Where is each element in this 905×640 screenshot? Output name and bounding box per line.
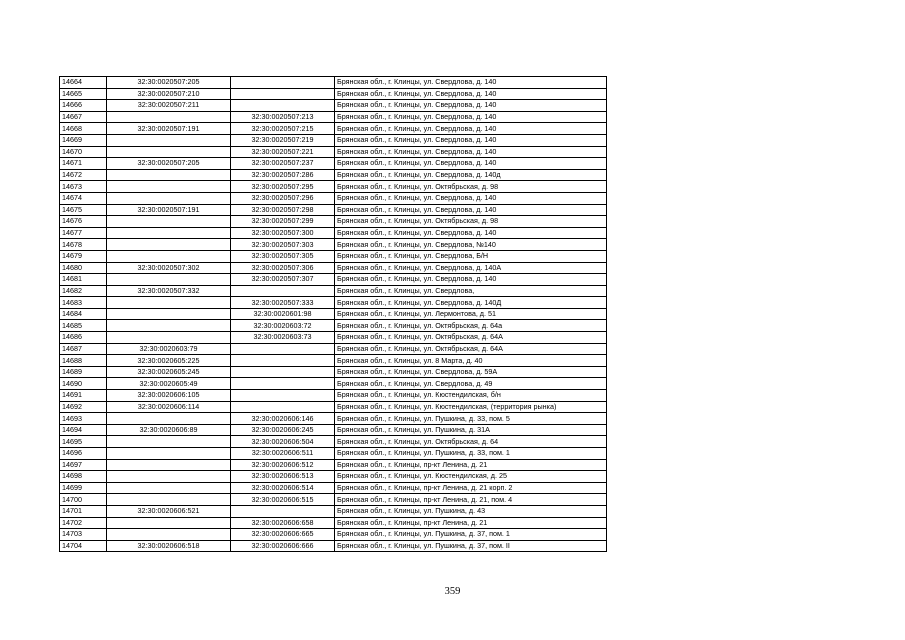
table-row: [60, 181, 607, 193]
cadastral-number-cell: [107, 459, 231, 471]
cadastral-number-cell: [107, 274, 231, 286]
row-number-cell: 14692: [60, 401, 107, 413]
cadastral-number-cell: 32:30:0020507:205: [107, 158, 231, 170]
related-cadastral-number-cell: 32:30:0020507:300: [231, 227, 335, 239]
row-number-cell: 14673: [60, 181, 107, 193]
table-row: [60, 529, 607, 541]
table-row: [60, 448, 607, 460]
related-cadastral-number-cell: 32:30:0020507:295: [231, 181, 335, 193]
related-cadastral-number-cell: 32:30:0020606:515: [231, 494, 335, 506]
cadastral-number-cell: 32:30:0020606:105: [107, 390, 231, 402]
related-cadastral-number-cell: 32:30:0020507:221: [231, 146, 335, 158]
row-number-cell: 14704: [60, 540, 107, 552]
cadastral-number-cell: [107, 308, 231, 320]
row-number-cell: 14701: [60, 505, 107, 517]
address-cell: Брянская обл., г. Клинцы, ул. Октябрьская, д. 64А: [335, 332, 607, 344]
table-row: [60, 494, 607, 506]
table-row: [60, 355, 607, 367]
table-row: [60, 424, 607, 436]
related-cadastral-number-cell: 32:30:0020507:307: [231, 274, 335, 286]
related-cadastral-number-cell: 32:30:0020507:296: [231, 192, 335, 204]
address-cell: Брянская обл., г. Клинцы, ул. Кюстендилская, (территория рынка): [335, 401, 607, 413]
address-cell: Брянская обл., г. Клинцы, ул. Свердлова, д. 140д: [335, 169, 607, 181]
table-row: [60, 100, 607, 112]
cadastral-number-cell: [107, 332, 231, 344]
address-cell: Брянская обл., г. Клинцы, ул. Свердлова, д. 140: [335, 158, 607, 170]
related-cadastral-number-cell: 32:30:0020507:299: [231, 216, 335, 228]
cadastral-number-cell: [107, 192, 231, 204]
table-row: [60, 378, 607, 390]
table-row: [60, 436, 607, 448]
cadastral-number-cell: 32:30:0020606:114: [107, 401, 231, 413]
related-cadastral-number-cell: 32:30:0020606:146: [231, 413, 335, 425]
table-row: [60, 262, 607, 274]
address-cell: Брянская обл., г. Клинцы, пр-кт Ленина, д. 21, пом. 4: [335, 494, 607, 506]
related-cadastral-number-cell: [231, 366, 335, 378]
address-cell: Брянская обл., г. Клинцы, ул. Октябрьская, д. 98: [335, 181, 607, 193]
table-row: [60, 192, 607, 204]
cadastral-number-cell: [107, 482, 231, 494]
row-number-cell: 14682: [60, 285, 107, 297]
row-number-cell: 14674: [60, 192, 107, 204]
address-cell: Брянская обл., г. Клинцы, ул. Свердлова, д. 140: [335, 123, 607, 135]
related-cadastral-number-cell: 32:30:0020603:72: [231, 320, 335, 332]
related-cadastral-number-cell: 32:30:0020507:213: [231, 111, 335, 123]
row-number-cell: 14675: [60, 204, 107, 216]
table-row: [60, 413, 607, 425]
cadastral-number-cell: 32:30:0020507:332: [107, 285, 231, 297]
table-row: [60, 297, 607, 309]
row-number-cell: 14676: [60, 216, 107, 228]
row-number-cell: 14677: [60, 227, 107, 239]
cadastral-number-cell: [107, 111, 231, 123]
related-cadastral-number-cell: [231, 355, 335, 367]
cadastral-number-cell: 32:30:0020605:245: [107, 366, 231, 378]
row-number-cell: 14666: [60, 100, 107, 112]
related-cadastral-number-cell: [231, 505, 335, 517]
table-row: [60, 204, 607, 216]
address-cell: Брянская обл., г. Клинцы, ул. Пушкина, д. 33, пом. 5: [335, 413, 607, 425]
address-cell: Брянская обл., г. Клинцы, ул. Свердлова, д. 140: [335, 192, 607, 204]
table-row: [60, 390, 607, 402]
row-number-cell: 14664: [60, 77, 107, 89]
address-cell: Брянская обл., г. Клинцы, ул. Октябрьская, д. 64а: [335, 320, 607, 332]
row-number-cell: 14671: [60, 158, 107, 170]
table-row: [60, 482, 607, 494]
cadastral-number-cell: 32:30:0020507:205: [107, 77, 231, 89]
row-number-cell: 14695: [60, 436, 107, 448]
cadastral-number-cell: [107, 413, 231, 425]
cadastral-number-cell: [107, 146, 231, 158]
related-cadastral-number-cell: 32:30:0020507:303: [231, 239, 335, 251]
row-number-cell: 14693: [60, 413, 107, 425]
cadastral-number-cell: [107, 239, 231, 251]
table-row: [60, 459, 607, 471]
address-cell: Брянская обл., г. Клинцы, ул. Пушкина, д. 37, пом. 1: [335, 529, 607, 541]
row-number-cell: 14670: [60, 146, 107, 158]
row-number-cell: 14678: [60, 239, 107, 251]
address-cell: Брянская обл., г. Клинцы, ул. Свердлова, д. 140: [335, 204, 607, 216]
related-cadastral-number-cell: [231, 285, 335, 297]
address-cell: Брянская обл., г. Клинцы, пр-кт Ленина, д. 21: [335, 517, 607, 529]
address-cell: Брянская обл., г. Клинцы, ул. Свердлова, д. 59А: [335, 366, 607, 378]
address-cell: Брянская обл., г. Клинцы, ул. Кюстендилская, б/н: [335, 390, 607, 402]
table-row: [60, 332, 607, 344]
cadastral-number-cell: 32:30:0020507:191: [107, 123, 231, 135]
table-row: [60, 146, 607, 158]
related-cadastral-number-cell: [231, 390, 335, 402]
related-cadastral-number-cell: [231, 378, 335, 390]
cadastral-number-cell: [107, 471, 231, 483]
row-number-cell: 14699: [60, 482, 107, 494]
row-number-cell: 14672: [60, 169, 107, 181]
related-cadastral-number-cell: 32:30:0020507:215: [231, 123, 335, 135]
cadastral-number-cell: 32:30:0020606:89: [107, 424, 231, 436]
table-row: [60, 285, 607, 297]
row-number-cell: 14683: [60, 297, 107, 309]
cadastral-number-cell: [107, 169, 231, 181]
table-row: [60, 308, 607, 320]
cadastral-number-cell: [107, 297, 231, 309]
table-row: [60, 111, 607, 123]
related-cadastral-number-cell: 32:30:0020507:286: [231, 169, 335, 181]
address-cell: Брянская обл., г. Клинцы, ул. Пушкина, д. 43: [335, 505, 607, 517]
related-cadastral-number-cell: 32:30:0020507:219: [231, 134, 335, 146]
row-number-cell: 14685: [60, 320, 107, 332]
related-cadastral-number-cell: 32:30:0020507:305: [231, 250, 335, 262]
table-row: [60, 169, 607, 181]
cadastral-number-cell: 32:30:0020507:210: [107, 88, 231, 100]
address-cell: Брянская обл., г. Клинцы, ул. Свердлова, д. 140: [335, 88, 607, 100]
related-cadastral-number-cell: 32:30:0020606:245: [231, 424, 335, 436]
cadastral-number-cell: [107, 320, 231, 332]
related-cadastral-number-cell: 32:30:0020507:298: [231, 204, 335, 216]
cadastral-number-cell: 32:30:0020606:518: [107, 540, 231, 552]
address-cell: Брянская обл., г. Клинцы, ул. Кюстендилская, д. 25: [335, 471, 607, 483]
row-number-cell: 14669: [60, 134, 107, 146]
address-cell: Брянская обл., г. Клинцы, ул. Свердлова, д. 140: [335, 134, 607, 146]
cadastral-number-cell: 32:30:0020605:49: [107, 378, 231, 390]
row-number-cell: 14680: [60, 262, 107, 274]
related-cadastral-number-cell: 32:30:0020507:333: [231, 297, 335, 309]
address-cell: Брянская обл., г. Клинцы, ул. Свердлова, Б/Н: [335, 250, 607, 262]
address-cell: Брянская обл., г. Клинцы, ул. Свердлова, д. 49: [335, 378, 607, 390]
table-row: [60, 227, 607, 239]
address-cell: Брянская обл., г. Клинцы, ул. Пушкина, д. 33, пом. 1: [335, 448, 607, 460]
table-row: [60, 77, 607, 89]
related-cadastral-number-cell: 32:30:0020601:98: [231, 308, 335, 320]
address-cell: Брянская обл., г. Клинцы, ул. Свердлова, д. 140Д: [335, 297, 607, 309]
row-number-cell: 14702: [60, 517, 107, 529]
row-number-cell: 14686: [60, 332, 107, 344]
related-cadastral-number-cell: 32:30:0020606:504: [231, 436, 335, 448]
related-cadastral-number-cell: 32:30:0020606:665: [231, 529, 335, 541]
related-cadastral-number-cell: [231, 343, 335, 355]
address-cell: Брянская обл., г. Клинцы, ул. 8 Марта, д. 40: [335, 355, 607, 367]
address-cell: Брянская обл., г. Клинцы, ул. Свердлова, д. 140: [335, 111, 607, 123]
row-number-cell: 14690: [60, 378, 107, 390]
cadastral-number-cell: 32:30:0020606:521: [107, 505, 231, 517]
cadastral-number-cell: 32:30:0020507:191: [107, 204, 231, 216]
row-number-cell: 14665: [60, 88, 107, 100]
row-number-cell: 14700: [60, 494, 107, 506]
table-row: [60, 343, 607, 355]
table-row: [60, 471, 607, 483]
row-number-cell: 14679: [60, 250, 107, 262]
related-cadastral-number-cell: [231, 88, 335, 100]
related-cadastral-number-cell: 32:30:0020603:73: [231, 332, 335, 344]
related-cadastral-number-cell: 32:30:0020606:666: [231, 540, 335, 552]
registry-table: [59, 76, 607, 552]
address-cell: Брянская обл., г. Клинцы, ул. Пушкина, д. 37, пом. II: [335, 540, 607, 552]
row-number-cell: 14667: [60, 111, 107, 123]
related-cadastral-number-cell: [231, 100, 335, 112]
cadastral-number-cell: 32:30:0020605:225: [107, 355, 231, 367]
address-cell: Брянская обл., г. Клинцы, ул. Свердлова, д. 140А: [335, 262, 607, 274]
address-cell: Брянская обл., г. Клинцы, ул. Свердлова, д. 140: [335, 274, 607, 286]
table-row: [60, 158, 607, 170]
related-cadastral-number-cell: 32:30:0020606:658: [231, 517, 335, 529]
row-number-cell: 14698: [60, 471, 107, 483]
cadastral-number-cell: [107, 216, 231, 228]
related-cadastral-number-cell: 32:30:0020606:514: [231, 482, 335, 494]
row-number-cell: 14684: [60, 308, 107, 320]
cadastral-number-cell: 32:30:0020507:211: [107, 100, 231, 112]
related-cadastral-number-cell: 32:30:0020606:512: [231, 459, 335, 471]
row-number-cell: 14687: [60, 343, 107, 355]
table-row: [60, 216, 607, 228]
row-number-cell: 14691: [60, 390, 107, 402]
address-cell: Брянская обл., г. Клинцы, ул. Свердлова, д. 140: [335, 146, 607, 158]
table-row: [60, 540, 607, 552]
address-cell: Брянская обл., г. Клинцы, ул. Октябрьская, д. 64А: [335, 343, 607, 355]
row-number-cell: 14697: [60, 459, 107, 471]
table-row: [60, 505, 607, 517]
row-number-cell: 14696: [60, 448, 107, 460]
row-number-cell: 14703: [60, 529, 107, 541]
registry-table-body: [60, 77, 607, 552]
cadastral-number-cell: [107, 448, 231, 460]
address-cell: Брянская обл., г. Клинцы, ул. Свердлова, д. 140: [335, 227, 607, 239]
address-cell: Брянская обл., г. Клинцы, ул. Свердлова, д. 140: [335, 77, 607, 89]
table-row: [60, 320, 607, 332]
row-number-cell: 14689: [60, 366, 107, 378]
table-row: [60, 123, 607, 135]
table-row: [60, 239, 607, 251]
address-cell: Брянская обл., г. Клинцы, ул. Пушкина, д. 31А: [335, 424, 607, 436]
cadastral-number-cell: [107, 134, 231, 146]
related-cadastral-number-cell: [231, 401, 335, 413]
address-cell: Брянская обл., г. Клинцы, ул. Свердлова,: [335, 285, 607, 297]
cadastral-number-cell: [107, 529, 231, 541]
cadastral-number-cell: [107, 494, 231, 506]
address-cell: Брянская обл., г. Клинцы, ул. Лермонтова, д. 51: [335, 308, 607, 320]
table-row: [60, 517, 607, 529]
cadastral-number-cell: [107, 250, 231, 262]
address-cell: Брянская обл., г. Клинцы, ул. Свердлова, №140: [335, 239, 607, 251]
row-number-cell: 14694: [60, 424, 107, 436]
cadastral-number-cell: 32:30:0020507:302: [107, 262, 231, 274]
address-cell: Брянская обл., г. Клинцы, ул. Октябрьская, д. 64: [335, 436, 607, 448]
row-number-cell: 14668: [60, 123, 107, 135]
table-row: [60, 274, 607, 286]
related-cadastral-number-cell: 32:30:0020606:511: [231, 448, 335, 460]
row-number-cell: 14688: [60, 355, 107, 367]
cadastral-number-cell: [107, 181, 231, 193]
cadastral-number-cell: [107, 227, 231, 239]
address-cell: Брянская обл., г. Клинцы, ул. Октябрьская, д. 98: [335, 216, 607, 228]
page-number: 359: [444, 586, 461, 597]
address-cell: Брянская обл., г. Клинцы, пр-кт Ленина, д. 21 корп. 2: [335, 482, 607, 494]
cadastral-number-cell: [107, 436, 231, 448]
table-row: [60, 366, 607, 378]
row-number-cell: 14681: [60, 274, 107, 286]
table-row: [60, 250, 607, 262]
related-cadastral-number-cell: 32:30:0020606:513: [231, 471, 335, 483]
table-row: [60, 134, 607, 146]
address-cell: Брянская обл., г. Клинцы, ул. Свердлова, д. 140: [335, 100, 607, 112]
cadastral-number-cell: [107, 517, 231, 529]
address-cell: Брянская обл., г. Клинцы, пр-кт Ленина, д. 21: [335, 459, 607, 471]
cadastral-number-cell: 32:30:0020603:79: [107, 343, 231, 355]
table-row: [60, 401, 607, 413]
related-cadastral-number-cell: 32:30:0020507:237: [231, 158, 335, 170]
related-cadastral-number-cell: 32:30:0020507:306: [231, 262, 335, 274]
table-row: [60, 88, 607, 100]
related-cadastral-number-cell: [231, 77, 335, 89]
